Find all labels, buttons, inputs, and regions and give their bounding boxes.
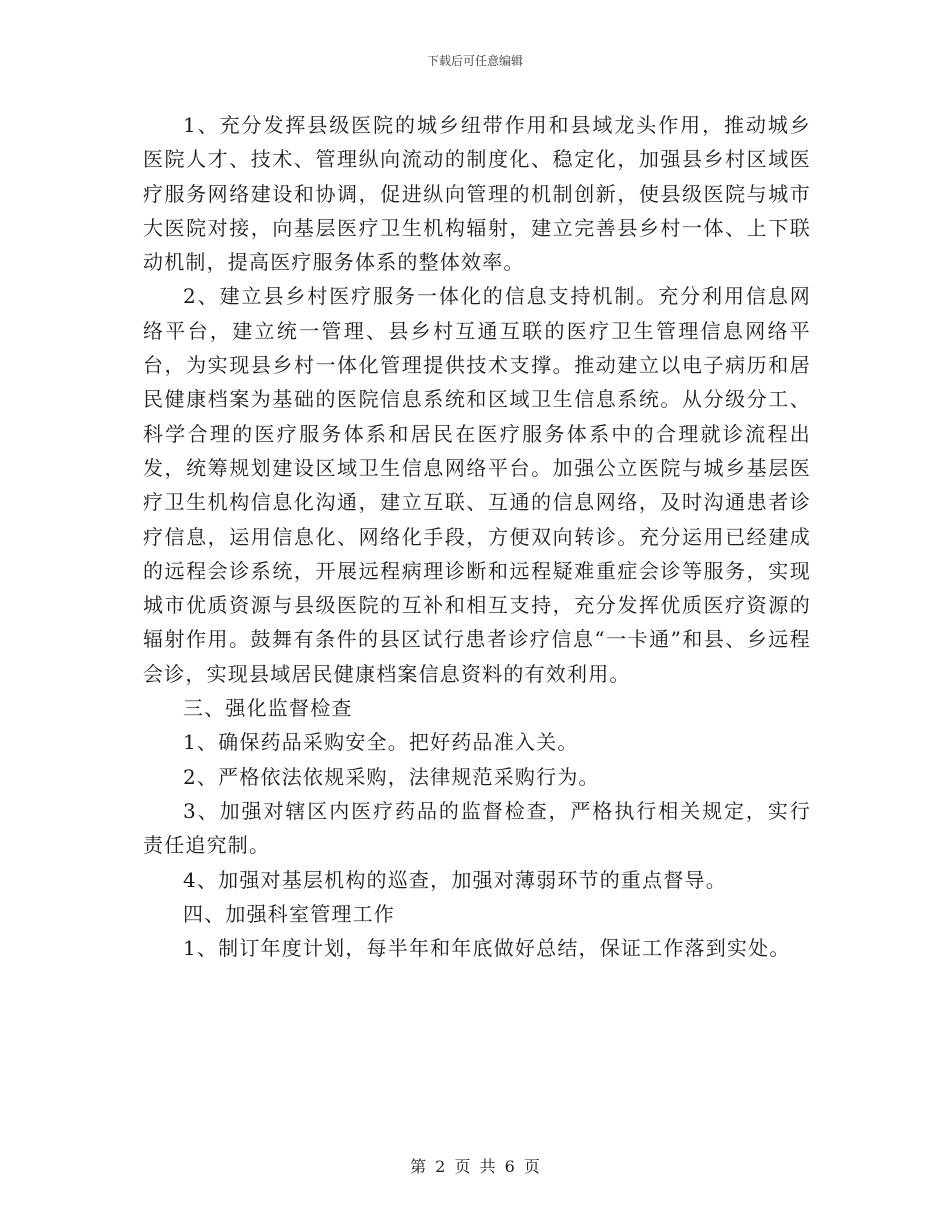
paragraph-item-2: 2、建立县乡村医疗服务一体化的信息支持机制。充分利用信息网络平台，建立统一管理、县乡村互通互联的医疗卫生管理信息网络平台，为实现县乡村一体化管理提供技术支撑。推动建立以电子病历和居民健康档案为基础的医院信息系统和区域卫生信息系统。从分级分工、科学合理的医疗服务体系和居民在医疗服务体系中的合理就诊流程出发，统筹规划建设区域卫生信息网络平台。加强公立医院与城乡基层医疗卫生机构信息化沟通，建立互联、互通的信息网络，及时沟通患者诊疗信息，运用信息化、网络化手段，方便双向转诊。充分运用已经建成的远程会诊系统，开展远程病理诊断和远程疑难重症会诊等服务，实现城市优质资源与县级医院的互补和相互支持，充分发挥优质医疗资源的辐射作用。鼓舞有条件的县区试行患者诊疗信息“一卡通”和县、乡远程会诊，实现县域居民健康档案信息资料的有效利用。 [143,284,811,686]
page-footer: 第 2 页 共 6 页 [410,1157,540,1176]
paragraph-item-3-1: 1、确保药品采购安全。把好药品准入关。 [183,730,579,755]
document-body [143,108,811,965]
paragraph-item-3-4: 4、加强对基层机构的巡查，加强对薄弱环节的重点督导。 [183,867,727,892]
paragraph-item-3-3: 3、加强对辖区内医疗药品的监督检查，严格执行相关规定，实行责任追究制。 [143,798,811,858]
paragraph-item-3-2: 2、严格依法依规采购，法律规范采购行为。 [183,764,600,789]
paragraph-item-1: 1、充分发挥县级医院的城乡纽带作用和县域龙头作用，推动城乡医院人才、技术、管理纵向流动的制度化、稳定化，加强县乡村区域医疗服务网络建设和协调，促进纵向管理的机制创新，使县级医院与城市大医院对接，向基层医疗卫生机构辐射，建立完善县乡村一体、上下联动机制，提高医疗服务体系的整体效率。 [143,113,811,275]
page-header: 下载后可任意编辑 [426,54,523,68]
section-heading-4: 四、加强科室管理工作 [183,901,395,926]
section-heading-3: 三、强化监督检查 [183,696,353,721]
paragraph-item-4-1: 1、制订年度计划，每半年和年底做好总结，保证工作落到实处。 [183,936,791,961]
